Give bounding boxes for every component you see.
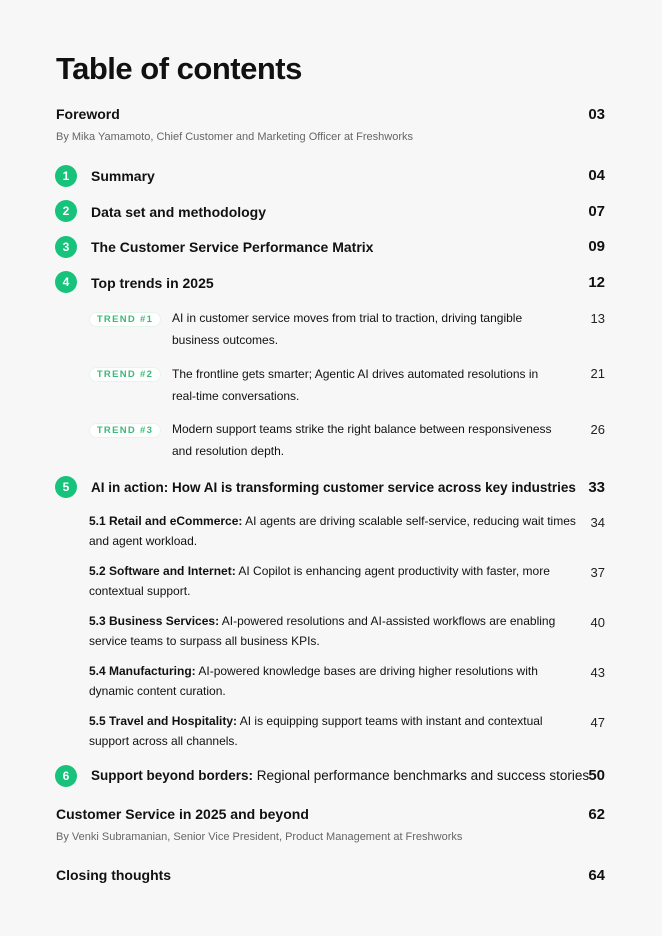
toc-chapter-page: 09 — [588, 238, 605, 255]
trend-line: The frontline gets smarter; Agentic AI drives automated resolutions in — [172, 367, 539, 381]
chapter-number-badge: 1 — [55, 165, 77, 187]
toc-closing-label[interactable]: Closing thoughts — [56, 867, 172, 883]
trend-page: 13 — [590, 311, 605, 326]
section-heading: 5.4 Manufacturing: — [89, 664, 196, 678]
section-page: 40 — [590, 615, 605, 630]
page-title: Table of contents — [56, 51, 302, 86]
section-line: and agent workload. — [89, 534, 198, 548]
toc-chapter-label[interactable] — [91, 768, 589, 783]
section-line: contextual support. — [89, 584, 191, 598]
trend-entry[interactable] — [172, 418, 567, 462]
section-line — [89, 711, 584, 731]
section-page: 37 — [590, 565, 605, 580]
toc-chapter-label[interactable]: AI in action: How AI is transforming customer service across key industries — [91, 480, 576, 495]
trend-line: real-time conversations. — [172, 389, 300, 403]
toc-chapter-page: 33 — [588, 479, 605, 496]
trend-entry[interactable] — [172, 307, 567, 351]
toc-chapter-page: 12 — [588, 274, 605, 291]
toc-customer-service-page: 62 — [588, 806, 605, 823]
toc-customer-service-byline: By Venki Subramanian, Senior Vice President, Product Management at Freshworks — [56, 831, 463, 843]
trend-line: Modern support teams strike the right balance between responsiveness — [172, 422, 552, 436]
chapter-number-badge: 2 — [55, 200, 77, 222]
trend-badge: TREND #3 — [89, 423, 161, 438]
section-line: service teams to surpass all business KPIs. — [89, 634, 320, 648]
trend-entry[interactable] — [172, 363, 567, 407]
trend-line: AI in customer service moves from trial to traction, driving tangible — [172, 311, 523, 325]
section-heading: 5.2 Software and Internet: — [89, 564, 236, 578]
toc-chapter-page: 04 — [588, 167, 605, 184]
toc-foreword-page: 03 — [588, 106, 605, 123]
chapter-number-badge: 6 — [55, 765, 77, 787]
toc-chapter-label[interactable]: Top trends in 2025 — [91, 275, 214, 291]
section-page: 34 — [590, 515, 605, 530]
section-text: AI-powered resolutions and AI-assisted workflows are enabling — [219, 614, 556, 628]
section-line: dynamic content curation. — [89, 684, 226, 698]
section-line — [89, 561, 584, 581]
section-text: AI is equipping support teams with instant and contextual — [237, 714, 543, 728]
section-heading: 5.5 Travel and Hospitality: — [89, 714, 238, 728]
toc-chapter-page: 50 — [588, 767, 605, 784]
section-text: AI-powered knowledge bases are driving higher resolutions with — [195, 664, 538, 678]
toc-customer-service-label[interactable]: Customer Service in 2025 and beyond — [56, 806, 309, 822]
section-entry[interactable] — [89, 661, 584, 701]
section-page: 47 — [590, 715, 605, 730]
section-text: AI agents are driving scalable self-service, reducing wait times — [242, 514, 576, 528]
chapter-label-rest: Regional performance benchmarks and success stories — [253, 768, 590, 783]
section-heading: 5.3 Business Services: — [89, 614, 220, 628]
toc-foreword-byline: By Mika Yamamoto, Chief Customer and Marketing Officer at Freshworks — [56, 131, 414, 143]
trend-page: 21 — [590, 366, 605, 381]
chapter-label-bold: Support beyond borders: — [91, 768, 253, 783]
trend-page: 26 — [590, 422, 605, 437]
toc-chapter-page: 07 — [588, 203, 605, 220]
toc-chapter-label[interactable]: Summary — [91, 168, 155, 184]
trend-line: business outcomes. — [172, 333, 279, 347]
section-entry[interactable] — [89, 561, 584, 601]
section-page: 43 — [590, 665, 605, 680]
chapter-number-badge: 5 — [55, 476, 77, 498]
chapter-number-badge: 4 — [55, 271, 77, 293]
section-heading: 5.1 Retail and eCommerce: — [89, 514, 243, 528]
section-line — [89, 661, 584, 681]
section-entry[interactable] — [89, 711, 584, 751]
section-entry[interactable] — [89, 511, 584, 551]
toc-foreword-label[interactable]: Foreword — [56, 106, 120, 122]
section-text: AI Copilot is enhancing agent productivity with faster, more — [235, 564, 550, 578]
trend-line: and resolution depth. — [172, 444, 285, 458]
section-line — [89, 511, 584, 531]
trend-badge: TREND #2 — [89, 367, 161, 382]
section-entry[interactable] — [89, 611, 584, 651]
chapter-number-badge: 3 — [55, 236, 77, 258]
section-line: support across all channels. — [89, 734, 238, 748]
toc-chapter-label[interactable]: Data set and methodology — [91, 204, 267, 220]
toc-closing-page: 64 — [588, 867, 605, 884]
toc-chapter-label[interactable]: The Customer Service Performance Matrix — [91, 239, 374, 255]
trend-badge: TREND #1 — [89, 312, 161, 327]
section-line — [89, 611, 584, 631]
